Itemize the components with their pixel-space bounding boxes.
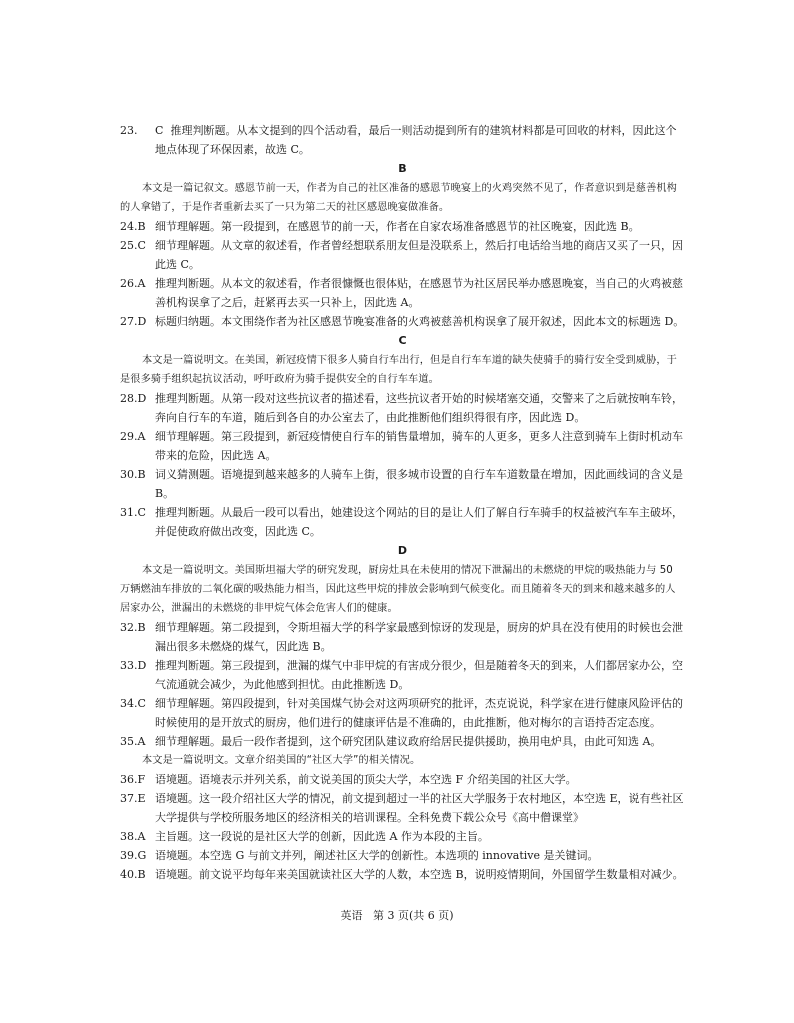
- footer-subject: 英语: [340, 909, 363, 922]
- answer-explanation: 语境题。本空选 G 与前文并列，阐述社区大学的创新性。本选项的 innovative 是关键词。: [155, 849, 599, 862]
- question-number: 27.D: [120, 315, 147, 328]
- answer-explanation: 推理判断题。从最后一段可以看出，她建设这个网站的目的是让人们了解自行车骑手的权益被汽车车主破坏，并促使政府做出改变，因此选 C。: [155, 506, 683, 538]
- answer-item-26: [120, 274, 685, 312]
- question-number: 28.D: [120, 392, 147, 405]
- answer-explanation: 细节理解题。最后一段作者提到，这个研究团队建议政府给居民提供援助，换用电炉具，由此可知选 A。: [155, 735, 662, 748]
- answer-letter: A: [137, 277, 146, 290]
- answer-explanation: 细节理解题。第四段提到，针对美国煤气协会对这两项研究的批评，杰克说说，科学家在进行健康风险评估的时候使用的是开放式的厨房，他们进行的健康评估是不准确的，由此推断，他对梅尔的言语持否定态度。: [155, 697, 683, 729]
- answer-item-33: [120, 656, 685, 694]
- question-number: 35.A: [120, 735, 146, 748]
- answer-explanation: 细节理解题。第三段提到，新冠疫情使自行车的销售量增加，骑车的人更多，更多人注意到骑车上街时机动车带来的危险，因此选 A。: [155, 430, 683, 462]
- question-number: 30.B: [120, 468, 146, 481]
- answer-explanation: 推理判断题。第三段提到，泄漏的煤气中非甲烷的有害成分很少，但是随着冬天的到来，人们都居家办公，空气流通就会减少，为此他感到担忧。由此推断选 D。: [155, 659, 683, 691]
- question-number: 34.C: [120, 697, 146, 710]
- answer-letter: B: [137, 621, 146, 634]
- answer-letter: C: [137, 506, 146, 519]
- question-number: 39.G: [120, 849, 147, 862]
- answer-explanation: 细节理解题。从文章的叙述看，作者曾经想联系朋友但是没联系上，然后打电话给当地的商店又买了一只，因此选 C。: [155, 239, 683, 271]
- answer-item-31: [120, 503, 685, 541]
- question-number: 38.A: [120, 830, 146, 843]
- answer-item-35: [120, 732, 685, 751]
- answer-explanation: 标题归纳题。本文围绕作者为社区感恩节晚宴准备的火鸡被慈善机构误拿了展开叙述，因此本文的标题选 D。: [155, 315, 685, 328]
- page-footer: [0, 908, 794, 924]
- section-heading-c: C: [398, 334, 407, 347]
- answer-item-39: [120, 846, 685, 865]
- section-summary-c: 本文是一篇说明文。在美国，新冠疫情下很多人骑自行车出行，但是自行车车道的缺失使骑手的骑行安全受到威胁，于是很多骑手组织起抗议活动，呼吁政府为骑手提供安全的自行车车道。: [120, 355, 677, 385]
- answer-letter: A: [137, 735, 146, 748]
- answer-letter: C: [137, 697, 146, 710]
- answer-item-32: [120, 618, 685, 656]
- answer-letter: B: [137, 868, 146, 881]
- answer-item-30: [120, 465, 685, 503]
- question-number: 25.C: [120, 239, 146, 252]
- answer-item-23: [120, 121, 685, 159]
- answer-explanation: 推理判断题。从第一段对这些抗议者的描述看，这些抗议者开始的时候堵塞交通，交警来了之后就按响车铃，奔向自行车的车道，随后到各自的办公室去了，由此推断他们组织得很有序，因此选 D。: [155, 392, 683, 424]
- answer-letter: A: [137, 430, 146, 443]
- answer-letter: C: [155, 124, 164, 137]
- answer-letter: B: [137, 468, 146, 481]
- answer-item-29: [120, 427, 685, 465]
- question-number: 33.D: [120, 659, 147, 672]
- question-number: 36.F: [120, 773, 146, 786]
- section-summary-e: 本文是一篇说明文。文章介绍美国的“社区大学”的相关情况。: [142, 755, 421, 766]
- answer-item-38: [120, 827, 685, 846]
- answer-explanation: 主旨题。这一段说的是社区大学的创新，因此选 A 作为本段的主旨。: [155, 830, 489, 843]
- answer-explanation: 语境题。前文说平均每年来美国就读社区大学的人数，本空选 B，说明疫情期间，外国留学生数量相对减少。: [155, 868, 684, 881]
- answer-letter: A: [137, 830, 146, 843]
- section-summary-b: 本文是一篇记叙文。感恩节前一天，作者为自己的社区准备的感恩节晚宴上的火鸡突然不见了，作者意识到是慈善机构的人拿错了，于是作者重新去买了一只为第二天的社区感恩晚宴做准备。: [120, 183, 677, 213]
- answer-explanation: 细节理解题。第一段提到，在感恩节的前一天，作者在自家农场准备感恩节的社区晚宴，因此选 B。: [155, 220, 640, 233]
- question-number: 29.A: [120, 430, 146, 443]
- answer-explanation: 语境题。这一段介绍社区大学的情况，前文提到超过一半的社区大学服务于农村地区，本空选 E，说有些社区大学提供与学校所服务地区的经济相关的培训课程。全科免费下载公众号《高中僧课堂》: [155, 792, 684, 824]
- answer-content: [120, 121, 685, 884]
- answer-letter: D: [137, 392, 147, 405]
- section-heading-b: B: [398, 162, 407, 175]
- answer-letter: B: [137, 220, 146, 233]
- footer-page-number: 第 3 页(共 6 页): [372, 909, 454, 922]
- answer-explanation: 语境题。语境表示并列关系，前文说美国的顶尖大学，本空选 F 介绍美国的社区大学。: [155, 773, 577, 786]
- question-number: 26.A: [120, 277, 146, 290]
- answer-explanation: 细节理解题。第二段提到，令斯坦福大学的科学家最感到惊讶的发现是，厨房的炉具在没有使用的时候也会泄漏出很多未燃烧的煤气，因此选 B。: [155, 621, 683, 653]
- answer-item-28: [120, 389, 685, 427]
- section-summary-d: 本文是一篇说明文。美国斯坦福大学的研究发现，厨房灶具在未使用的情况下泄漏出的未燃烧的甲烷的吸热能力与 50 万辆燃油车排放的二氧化碳的吸热能力相当，因此这些甲烷的排放会影响到气候变化。而且随着冬天的到来和越来越多的人居家办公，泄漏出的未燃烧的非甲烷气体会危害人们的健康。: [120, 565, 676, 614]
- answer-item-37: [120, 789, 685, 827]
- answer-letter: G: [137, 849, 147, 862]
- answer-item-25: [120, 236, 685, 274]
- section-heading-d: D: [397, 544, 408, 557]
- question-number: 24.B: [120, 220, 146, 233]
- answer-item-36: [120, 770, 685, 789]
- answer-letter: E: [137, 792, 146, 805]
- answer-explanation: 词义猜测题。语境提到越来越多的人骑车上街，很多城市设置的自行车车道数量在增加，因此画线词的含义是 B。: [155, 468, 683, 500]
- answer-letter: F: [137, 773, 146, 786]
- answer-item-34: [120, 694, 685, 732]
- answer-letter: D: [137, 659, 147, 672]
- question-number: 32.B: [120, 621, 146, 634]
- answer-letter: D: [137, 315, 147, 328]
- answer-explanation: 推理判断题。从本文提到的四个活动看，最后一则活动提到所有的建筑材料都是可回收的材料，因此这个地点体现了环保因素，故选 C。: [155, 124, 677, 156]
- question-number: 40.B: [120, 868, 146, 881]
- answer-item-27: [120, 312, 685, 331]
- answer-letter: C: [137, 239, 146, 252]
- question-number: 31.C: [120, 506, 146, 519]
- answer-explanation: 推理判断题。从本文的叙述看，作者很慷慨也很体贴，在感恩节为社区居民举办感恩晚宴，当自己的火鸡被慈善机构误拿了之后，赶紧再去买一只补上，因此选 A。: [155, 277, 683, 309]
- answer-item-40: [120, 865, 685, 884]
- question-number: 37.E: [120, 792, 146, 805]
- answer-item-24: [120, 217, 685, 236]
- question-number: 23.: [120, 124, 138, 137]
